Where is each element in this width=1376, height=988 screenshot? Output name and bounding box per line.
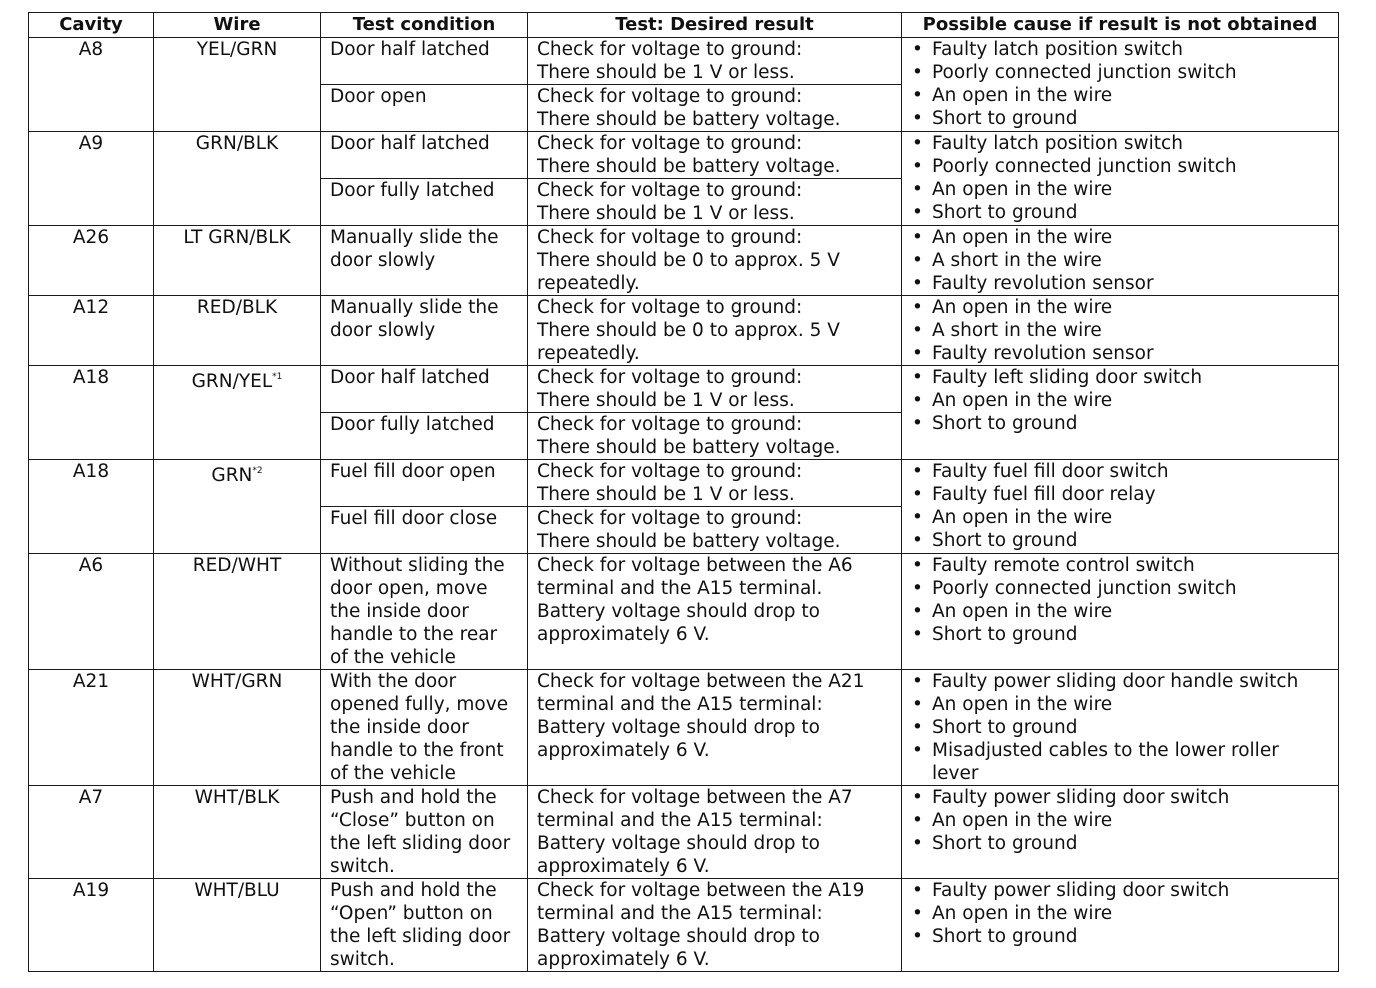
bullet-icon: • (912, 578, 923, 599)
header-desired-result: Test: Desired result (528, 13, 902, 38)
cause-item (912, 178, 1338, 201)
test-condition-line: Push and hold the (330, 787, 497, 808)
test-condition-cell (321, 413, 528, 460)
wire-cell (154, 366, 321, 460)
bullet-icon: • (912, 461, 923, 482)
test-condition-cell (321, 38, 528, 85)
cause-text: Misadjusted cables to the lower roller lever (932, 740, 1279, 784)
desired-result-line: Check for voltage to ground: (537, 414, 803, 435)
desired-result-line: approximately 6 V. (537, 856, 710, 877)
cause-item (912, 832, 1338, 855)
bullet-icon: • (912, 880, 923, 901)
desired-result-cell (528, 132, 902, 179)
cavity-label: A8 (78, 39, 104, 60)
cause-item (912, 483, 1338, 506)
cause-text: Short to ground (932, 624, 1078, 645)
table-row (29, 226, 1339, 296)
desired-result-line: There should be 1 V or less. (537, 484, 795, 505)
desired-result-cell (528, 226, 902, 296)
test-condition-line: “Close” button on (330, 810, 495, 831)
cause-item (912, 716, 1338, 739)
desired-result-line: There should be battery voltage. (537, 437, 841, 458)
possible-cause-cell (902, 786, 1339, 879)
cause-text: Short to ground (932, 717, 1078, 738)
bullet-icon: • (912, 62, 923, 83)
cause-item (912, 739, 1338, 785)
cause-text: An open in the wire (932, 601, 1113, 622)
cause-item (912, 226, 1338, 249)
desired-result-line: approximately 6 V. (537, 949, 710, 970)
desired-result-line: approximately 6 V. (537, 740, 710, 761)
header-test-condition: Test condition (321, 13, 528, 38)
cause-text: Short to ground (932, 202, 1078, 223)
cavity-label: A21 (72, 671, 110, 692)
desired-result-line: There should be battery voltage. (537, 109, 841, 130)
test-condition-cell (321, 226, 528, 296)
cause-item (912, 319, 1338, 342)
wire-cell (154, 296, 321, 366)
cause-text: An open in the wire (932, 694, 1113, 715)
table-body (29, 38, 1339, 972)
cause-item (912, 809, 1338, 832)
desired-result-line: Battery voltage should drop to (537, 601, 820, 622)
desired-result-cell (528, 366, 902, 413)
cavity-label: A18 (72, 367, 110, 388)
possible-cause-cell (902, 460, 1339, 554)
cause-item (912, 786, 1338, 809)
desired-result-line: Check for voltage between the A7 (537, 787, 853, 808)
test-condition-line: door slowly (330, 320, 436, 341)
bullet-icon: • (912, 833, 923, 854)
bullet-icon: • (912, 507, 923, 528)
test-condition-line: Fuel fill door close (330, 508, 498, 529)
wire-color: WHT/BLU (194, 880, 280, 901)
cause-text: An open in the wire (932, 903, 1113, 924)
cause-text: Faulty latch position switch (932, 133, 1183, 154)
table-row (29, 460, 1339, 507)
cause-item (912, 693, 1338, 716)
desired-result-line: Battery voltage should drop to (537, 717, 820, 738)
bullet-icon: • (912, 390, 923, 411)
cause-text: Short to ground (932, 413, 1078, 434)
cause-item (912, 389, 1338, 412)
bullet-icon: • (912, 133, 923, 154)
test-condition-line: With the door (330, 671, 457, 692)
test-condition-cell (321, 179, 528, 226)
bullet-icon: • (912, 156, 923, 177)
test-condition-line: opened fully, move (330, 694, 509, 715)
possible-cause-cell (902, 296, 1339, 366)
wire-color: RED/BLK (196, 297, 278, 318)
cavity-cell (29, 226, 154, 296)
cause-text: A short in the wire (932, 250, 1102, 271)
cause-text: A short in the wire (932, 320, 1102, 341)
test-condition-line: door slowly (330, 250, 436, 271)
desired-result-line: Check for voltage to ground: (537, 180, 803, 201)
cause-text: Short to ground (932, 926, 1078, 947)
test-condition-line: the inside door (330, 601, 469, 622)
cavity-label: A18 (72, 461, 110, 482)
test-condition-cell (321, 879, 528, 972)
cause-item (912, 600, 1338, 623)
desired-result-cell (528, 38, 902, 85)
test-condition-line: of the vehicle (330, 763, 456, 784)
bullet-icon: • (912, 273, 923, 294)
test-condition-cell (321, 554, 528, 670)
cause-text: Poorly connected junction switch (932, 156, 1237, 177)
desired-result-cell (528, 413, 902, 460)
desired-result-line: There should be 1 V or less. (537, 390, 795, 411)
bullet-icon: • (912, 39, 923, 60)
wire-cell (154, 460, 321, 554)
cavity-cell (29, 554, 154, 670)
desired-result-line: There should be 0 to approx. 5 V (537, 320, 840, 341)
bullet-icon: • (912, 179, 923, 200)
cause-item (912, 155, 1338, 178)
desired-result-cell (528, 179, 902, 226)
wire-cell (154, 786, 321, 879)
bullet-icon: • (912, 671, 923, 692)
desired-result-line: Check for voltage to ground: (537, 297, 803, 318)
table-row (29, 132, 1339, 179)
desired-result-line: Check for voltage to ground: (537, 461, 803, 482)
cause-item (912, 132, 1338, 155)
header-cavity: Cavity (29, 13, 154, 38)
desired-result-cell (528, 460, 902, 507)
bullet-icon: • (912, 624, 923, 645)
test-condition-cell (321, 366, 528, 413)
desired-result-line: Battery voltage should drop to (537, 833, 820, 854)
cavity-cell (29, 366, 154, 460)
desired-result-line: Check for voltage between the A19 (537, 880, 865, 901)
cavity-cell (29, 786, 154, 879)
test-condition-line: Door half latched (330, 133, 490, 154)
cause-item (912, 412, 1338, 435)
cause-item (912, 366, 1338, 389)
wire-color: RED/WHT (192, 555, 282, 576)
cause-text: Poorly connected junction switch (932, 578, 1237, 599)
header-possible-cause: Possible cause if result is not obtained (902, 13, 1339, 38)
cause-item (912, 925, 1338, 948)
wire-color: GRN/YEL (191, 371, 273, 392)
troubleshooting-table (28, 12, 1339, 972)
cause-item (912, 670, 1338, 693)
desired-result-line: Check for voltage to ground: (537, 39, 803, 60)
cavity-cell (29, 296, 154, 366)
cavity-cell (29, 879, 154, 972)
wire-cell (154, 226, 321, 296)
cause-text: Faulty latch position switch (932, 39, 1183, 60)
wire-color: GRN (211, 465, 253, 486)
cause-text: An open in the wire (932, 297, 1113, 318)
test-condition-line: Door fully latched (330, 180, 495, 201)
wire-color: YEL/GRN (196, 39, 278, 60)
test-condition-cell (321, 132, 528, 179)
cause-text: An open in the wire (932, 85, 1113, 106)
cause-text: Short to ground (932, 530, 1078, 551)
test-condition-line: Manually slide the (330, 297, 499, 318)
bullet-icon: • (912, 787, 923, 808)
bullet-icon: • (912, 555, 923, 576)
cause-item (912, 249, 1338, 272)
test-condition-line: the inside door (330, 717, 469, 738)
cause-item (912, 902, 1338, 925)
test-condition-line: handle to the rear (330, 624, 498, 645)
possible-cause-cell (902, 38, 1339, 132)
desired-result-line: Check for voltage to ground: (537, 227, 803, 248)
test-condition-line: of the vehicle (330, 647, 456, 668)
possible-cause-cell (902, 879, 1339, 972)
bullet-icon: • (912, 530, 923, 551)
wire-cell (154, 670, 321, 786)
cause-text: Faulty fuel fill door relay (932, 484, 1156, 505)
cause-item (912, 506, 1338, 529)
cause-text: An open in the wire (932, 810, 1113, 831)
desired-result-cell (528, 507, 902, 554)
table-row (29, 670, 1339, 786)
test-condition-line: “Open” button on (330, 903, 493, 924)
cavity-cell (29, 38, 154, 132)
desired-result-cell (528, 554, 902, 670)
test-condition-cell (321, 460, 528, 507)
header-row (29, 13, 1339, 38)
cause-text: An open in the wire (932, 179, 1113, 200)
test-condition-line: door open, move (330, 578, 488, 599)
table-row (29, 879, 1339, 972)
cause-item (912, 296, 1338, 319)
cause-item (912, 554, 1338, 577)
desired-result-line: Check for voltage to ground: (537, 367, 803, 388)
cavity-cell (29, 670, 154, 786)
test-condition-line: the left sliding door (330, 833, 511, 854)
possible-cause-cell (902, 670, 1339, 786)
cause-item (912, 272, 1338, 295)
test-condition-cell (321, 85, 528, 132)
cavity-label: A26 (72, 227, 110, 248)
test-condition-line: Push and hold the (330, 880, 497, 901)
desired-result-line: Check for voltage between the A6 (537, 555, 853, 576)
desired-result-line: Check for voltage to ground: (537, 86, 803, 107)
cause-item (912, 84, 1338, 107)
wire-color: GRN/BLK (195, 133, 279, 154)
test-condition-cell (321, 670, 528, 786)
test-condition-line: handle to the front (330, 740, 504, 761)
desired-result-line: There should be battery voltage. (537, 156, 841, 177)
test-condition-line: Fuel fill door open (330, 461, 496, 482)
bullet-icon: • (912, 810, 923, 831)
desired-result-line: Check for voltage to ground: (537, 133, 803, 154)
desired-result-line: There should be battery voltage. (537, 531, 841, 552)
possible-cause-cell (902, 132, 1339, 226)
cause-text: Faulty power sliding door switch (932, 787, 1230, 808)
desired-result-line: There should be 1 V or less. (537, 203, 795, 224)
bullet-icon: • (912, 740, 923, 761)
desired-result-cell (528, 670, 902, 786)
bullet-icon: • (912, 108, 923, 129)
cause-item (912, 342, 1338, 365)
test-condition-cell (321, 507, 528, 554)
cause-item (912, 529, 1338, 552)
cause-text: Faulty revolution sensor (932, 273, 1154, 294)
cavity-cell (29, 132, 154, 226)
bullet-icon: • (912, 694, 923, 715)
bullet-icon: • (912, 926, 923, 947)
test-condition-line: Door half latched (330, 39, 490, 60)
test-condition-line: Door open (330, 86, 427, 107)
cause-item (912, 107, 1338, 130)
bullet-icon: • (912, 202, 923, 223)
bullet-icon: • (912, 297, 923, 318)
cause-text: An open in the wire (932, 227, 1113, 248)
desired-result-line: There should be 1 V or less. (537, 62, 795, 83)
cause-text: Faulty power sliding door handle switch (932, 671, 1299, 692)
cause-text: Faulty revolution sensor (932, 343, 1154, 364)
desired-result-line: terminal and the A15 terminal: (537, 810, 823, 831)
wire-footnote: *1 (272, 372, 283, 382)
table-row (29, 366, 1339, 413)
header-wire: Wire (154, 13, 321, 38)
possible-cause-cell (902, 554, 1339, 670)
test-condition-line: the left sliding door (330, 926, 511, 947)
wire-color: LT GRN/BLK (183, 227, 291, 248)
cause-item (912, 460, 1338, 483)
bullet-icon: • (912, 85, 923, 106)
cause-text: Faulty power sliding door switch (932, 880, 1230, 901)
wire-color: WHT/GRN (191, 671, 283, 692)
desired-result-line: terminal and the A15 terminal: (537, 903, 823, 924)
test-condition-line: Door half latched (330, 367, 490, 388)
test-condition-cell (321, 786, 528, 879)
desired-result-cell (528, 85, 902, 132)
bullet-icon: • (912, 903, 923, 924)
cavity-label: A9 (78, 133, 104, 154)
bullet-icon: • (912, 413, 923, 434)
cause-text: Faulty fuel fill door switch (932, 461, 1169, 482)
desired-result-cell (528, 879, 902, 972)
bullet-icon: • (912, 367, 923, 388)
cause-item (912, 577, 1338, 600)
bullet-icon: • (912, 227, 923, 248)
cavity-label: A19 (72, 880, 110, 901)
desired-result-line: repeatedly. (537, 343, 640, 364)
cause-text: Poorly connected junction switch (932, 62, 1237, 83)
cause-item (912, 61, 1338, 84)
desired-result-line: Battery voltage should drop to (537, 926, 820, 947)
bullet-icon: • (912, 484, 923, 505)
wire-cell (154, 554, 321, 670)
desired-result-cell (528, 786, 902, 879)
possible-cause-cell (902, 226, 1339, 296)
wire-cell (154, 879, 321, 972)
test-condition-line: Without sliding the (330, 555, 505, 576)
desired-result-line: repeatedly. (537, 273, 640, 294)
cause-text: An open in the wire (932, 507, 1113, 528)
test-condition-line: switch. (330, 949, 395, 970)
wire-cell (154, 132, 321, 226)
desired-result-line: terminal and the A15 terminal. (537, 578, 823, 599)
table-row (29, 296, 1339, 366)
bullet-icon: • (912, 250, 923, 271)
bullet-icon: • (912, 343, 923, 364)
cavity-label: A6 (78, 555, 104, 576)
table-row (29, 786, 1339, 879)
wire-color: WHT/BLK (194, 787, 280, 808)
cause-text: An open in the wire (932, 390, 1113, 411)
desired-result-line: approximately 6 V. (537, 624, 710, 645)
test-condition-line: Door fully latched (330, 414, 495, 435)
cavity-label: A7 (78, 787, 104, 808)
cause-item (912, 38, 1338, 61)
table-row (29, 554, 1339, 670)
wire-cell (154, 38, 321, 132)
bullet-icon: • (912, 320, 923, 341)
bullet-icon: • (912, 717, 923, 738)
test-condition-line: Manually slide the (330, 227, 499, 248)
cavity-cell (29, 460, 154, 554)
test-condition-cell (321, 296, 528, 366)
cause-text: Short to ground (932, 833, 1078, 854)
desired-result-line: There should be 0 to approx. 5 V (537, 250, 840, 271)
cause-text: Faulty remote control switch (932, 555, 1195, 576)
cause-item (912, 623, 1338, 646)
cause-item (912, 201, 1338, 224)
wire-footnote: *2 (252, 466, 263, 476)
desired-result-line: Check for voltage between the A21 (537, 671, 865, 692)
possible-cause-cell (902, 366, 1339, 460)
table-row (29, 38, 1339, 85)
cause-text: Short to ground (932, 108, 1078, 129)
desired-result-cell (528, 296, 902, 366)
desired-result-line: Check for voltage to ground: (537, 508, 803, 529)
cause-item (912, 879, 1338, 902)
cause-text: Faulty left sliding door switch (932, 367, 1203, 388)
bullet-icon: • (912, 601, 923, 622)
test-condition-line: switch. (330, 856, 395, 877)
cavity-label: A12 (72, 297, 110, 318)
desired-result-line: terminal and the A15 terminal: (537, 694, 823, 715)
